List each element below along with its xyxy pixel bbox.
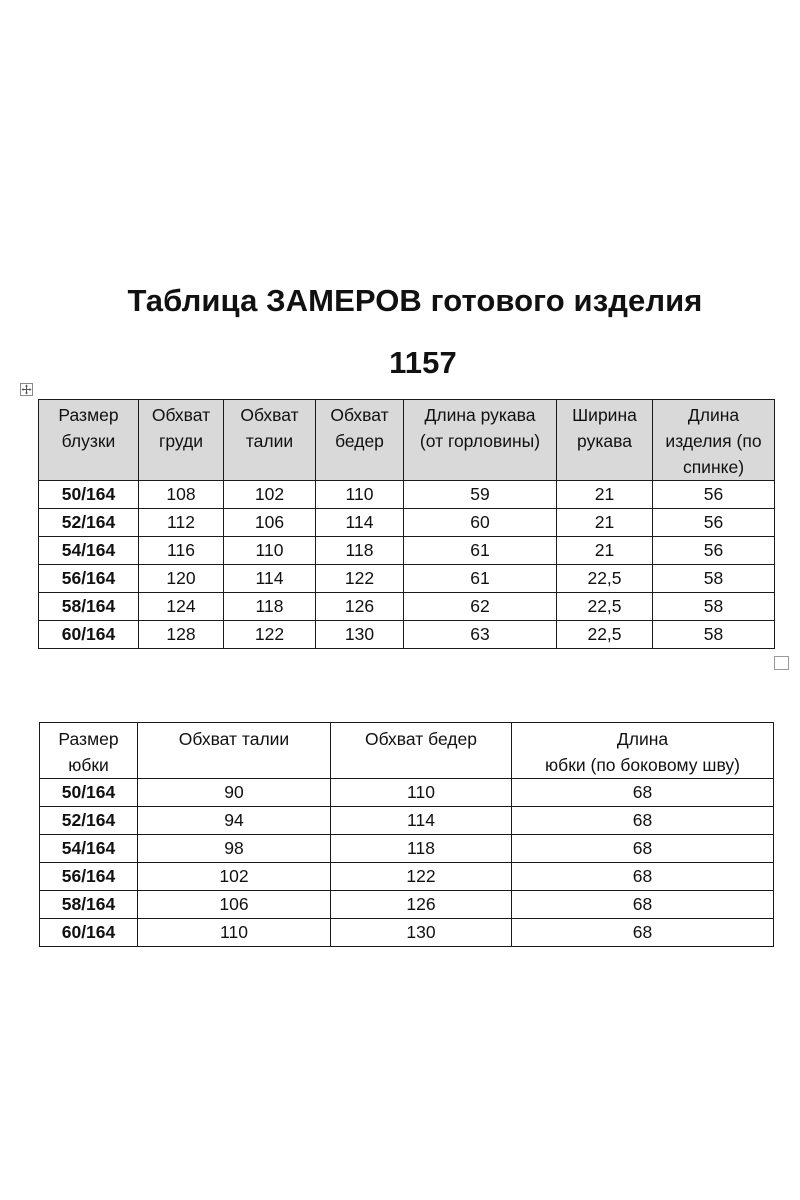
table-cell: 56 [653,537,775,565]
table-cell: 110 [331,779,512,807]
table-move-handle-icon[interactable] [20,383,33,396]
document-title: Таблица ЗАМЕРОВ готового изделия [127,283,703,318]
table-cell: 102 [138,863,331,891]
size-cell: 52/164 [40,807,138,835]
table-cell: 122 [224,621,316,649]
table-cell: 21 [557,509,653,537]
table-cell: 114 [224,565,316,593]
table-cell: 126 [331,891,512,919]
table-cell: 130 [316,621,404,649]
table-cell: 106 [138,891,331,919]
table-cell: 102 [224,481,316,509]
table-cell: 22,5 [557,593,653,621]
header-cell: Длина рукава (от горловины) [404,400,557,481]
table-cell: 61 [404,565,557,593]
table-cell: 59 [404,481,557,509]
table-cell: 106 [224,509,316,537]
table-cell: 60 [404,509,557,537]
table-row [40,807,774,835]
size-cell: 60/164 [39,621,139,649]
size-cell: 56/164 [39,565,139,593]
table-cell: 98 [138,835,331,863]
table-cell: 22,5 [557,621,653,649]
table-cell: 61 [404,537,557,565]
table-cell: 21 [557,481,653,509]
table-cell: 122 [331,863,512,891]
table-cell: 110 [138,919,331,947]
model-number: 1157 [389,345,457,380]
table-cell: 21 [557,537,653,565]
size-cell: 50/164 [39,481,139,509]
size-cell: 50/164 [40,779,138,807]
table-cell: 94 [138,807,331,835]
size-cell: 52/164 [39,509,139,537]
size-cell: 58/164 [40,891,138,919]
table-cell: 114 [316,509,404,537]
header-cell: Обхват талии [138,723,331,779]
table-cell: 108 [139,481,224,509]
table-cell: 68 [512,891,774,919]
table-cell: 118 [331,835,512,863]
table-cell: 68 [512,919,774,947]
table-cell: 22,5 [557,565,653,593]
table-row [39,481,775,509]
table-cell: 114 [331,807,512,835]
table-cell: 90 [138,779,331,807]
table-cell: 110 [224,537,316,565]
skirt-measurements-table [39,722,774,947]
table-cell: 110 [316,481,404,509]
table-row [40,835,774,863]
header-cell: Размер блузки [39,400,139,481]
table-row [39,593,775,621]
table-cell: 126 [316,593,404,621]
size-cell: 56/164 [40,863,138,891]
size-cell: 54/164 [40,835,138,863]
table-cell: 58 [653,565,775,593]
table-row [40,891,774,919]
header-cell: Длина юбки (по боковому шву) [512,723,774,779]
header-cell: Размер юбки [40,723,138,779]
table-cell: 124 [139,593,224,621]
table-row [40,863,774,891]
table-row [39,537,775,565]
table-cell: 118 [224,593,316,621]
header-cell: Обхват бедер [331,723,512,779]
table-row [39,565,775,593]
table-row [39,621,775,649]
table-cell: 128 [139,621,224,649]
table-cell: 62 [404,593,557,621]
table-cell: 68 [512,863,774,891]
header-cell: Обхват груди [139,400,224,481]
size-cell: 58/164 [39,593,139,621]
table-cell: 118 [316,537,404,565]
header-cell: Длина изделия (по спинке) [653,400,775,481]
blouse-measurements-table [38,399,775,649]
blouse-header-row [39,400,775,481]
table-cell: 58 [653,593,775,621]
header-cell: Обхват талии [224,400,316,481]
table-cell: 112 [139,509,224,537]
table-cell: 122 [316,565,404,593]
size-cell: 60/164 [40,919,138,947]
table-cell: 63 [404,621,557,649]
header-cell: Ширина рукава [557,400,653,481]
table-cell: 56 [653,481,775,509]
table-row [40,919,774,947]
table-cell: 130 [331,919,512,947]
table-cell: 120 [139,565,224,593]
table-cell: 58 [653,621,775,649]
skirt-header-row [40,723,774,779]
table-cell: 116 [139,537,224,565]
table-row [40,779,774,807]
table-cell: 68 [512,779,774,807]
table-resize-handle[interactable] [774,656,789,670]
table-row [39,509,775,537]
size-cell: 54/164 [39,537,139,565]
table-cell: 56 [653,509,775,537]
header-cell: Обхват бедер [316,400,404,481]
table-cell: 68 [512,835,774,863]
table-cell: 68 [512,807,774,835]
